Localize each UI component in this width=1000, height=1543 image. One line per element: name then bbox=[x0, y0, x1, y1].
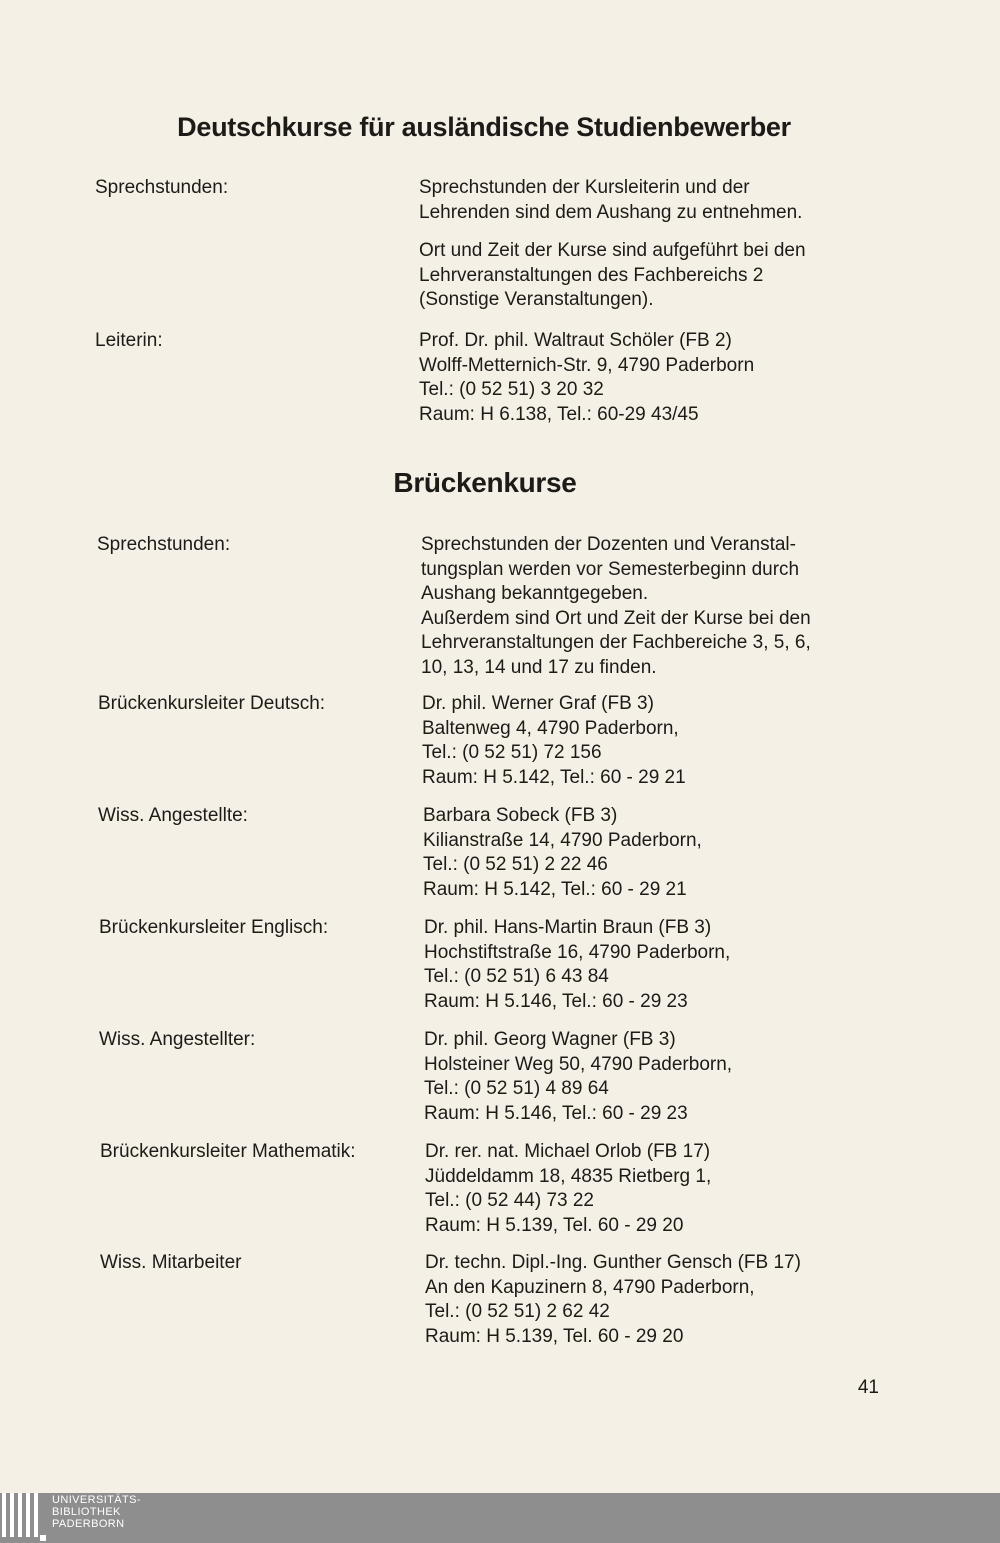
entry-line: Raum: H 5.139, Tel. 60 - 29 20 bbox=[425, 1325, 684, 1347]
entry-line: Tel.: (0 52 51) 3 20 32 bbox=[419, 379, 604, 401]
entry-label: Brückenkursleiter Mathematik: bbox=[100, 1141, 356, 1162]
entry-line: Sprechstunden der Dozenten und Veranstal- bbox=[421, 534, 796, 555]
entry-label: Brückenkursleiter Englisch: bbox=[99, 917, 329, 938]
entry-line: Holsteiner Weg 50, 4790 Paderborn, bbox=[424, 1053, 733, 1075]
heading-brueckenkurse: Brückenkurse bbox=[393, 467, 577, 498]
entry-label: Brückenkursleiter Deutsch: bbox=[98, 693, 326, 714]
entry-label: Wiss. Angestellter: bbox=[99, 1029, 256, 1050]
entry-line: Raum: H 5.142, Tel.: 60 - 29 21 bbox=[423, 878, 687, 900]
entry-line: Außerdem sind Ort und Zeit der Kurse bei den bbox=[421, 607, 811, 629]
entry-line: Aushang bekanntgegeben. bbox=[421, 583, 649, 605]
entry-line: Sprechstunden der Kursleiterin und der bbox=[419, 177, 750, 198]
entry-line: Raum: H 6.138, Tel.: 60-29 43/45 bbox=[419, 403, 699, 425]
page-number: 41 bbox=[857, 1377, 879, 1398]
entry-line: Dr. phil. Georg Wagner (FB 3) bbox=[424, 1029, 676, 1050]
entry-line: Kilianstraße 14, 4790 Paderborn, bbox=[423, 829, 702, 851]
entry-line: Lehrveranstaltungen der Fachbereiche 3, 5, 6, bbox=[421, 632, 811, 654]
entry-line: Ort und Zeit der Kurse sind aufgeführt bei den bbox=[419, 240, 806, 261]
heading-deutschkurse: Deutschkurse für ausländische Studienbewerber bbox=[177, 112, 791, 142]
library-name-line: BIBLIOTHEK bbox=[52, 1506, 121, 1518]
library-logo-icon bbox=[2, 1493, 46, 1543]
entry-line: Dr. rer. nat. Michael Orlob (FB 17) bbox=[425, 1141, 711, 1162]
entry-line: Tel.: (0 52 51) 2 62 42 bbox=[425, 1301, 610, 1323]
entry-line: Jüddeldamm 18, 4835 Rietberg 1, bbox=[425, 1165, 712, 1187]
entry-label: Sprechstunden: bbox=[95, 177, 229, 198]
entry-line: Raum: H 5.142, Tel.: 60 - 29 21 bbox=[422, 766, 686, 788]
entry-line: Lehrenden sind dem Aushang zu entnehmen. bbox=[419, 201, 803, 223]
entry-line: Tel.: (0 52 51) 4 89 64 bbox=[424, 1078, 609, 1100]
entry-line: Baltenweg 4, 4790 Paderborn, bbox=[422, 717, 679, 739]
entry-label: Sprechstunden: bbox=[97, 534, 231, 555]
entry-line: Tel.: (0 52 44) 73 22 bbox=[425, 1190, 594, 1212]
entry-line: Tel.: (0 52 51) 6 43 84 bbox=[424, 966, 609, 988]
entry-line: 10, 13, 14 und 17 zu finden. bbox=[421, 656, 657, 678]
entry-line: Raum: H 5.146, Tel.: 60 - 29 23 bbox=[424, 990, 688, 1012]
entry-label: Wiss. Angestellte: bbox=[98, 805, 248, 826]
entry-label: Wiss. Mitarbeiter bbox=[100, 1252, 242, 1273]
entry-line: (Sonstige Veranstaltungen). bbox=[419, 289, 654, 311]
entry-label: Leiterin: bbox=[95, 330, 163, 351]
entry-line: Dr. phil. Werner Graf (FB 3) bbox=[422, 693, 654, 714]
entry-line: Hochstiftstraße 16, 4790 Paderborn, bbox=[424, 941, 731, 963]
entry-line: Lehrveranstaltungen des Fachbereichs 2 bbox=[419, 264, 764, 286]
entry-line: Prof. Dr. phil. Waltraut Schöler (FB 2) bbox=[419, 330, 732, 351]
entry-line: Barbara Sobeck (FB 3) bbox=[423, 805, 618, 826]
library-name-line: PADERBORN bbox=[52, 1518, 125, 1530]
entry-line: Dr. techn. Dipl.-Ing. Gunther Gensch (FB 17) bbox=[425, 1252, 801, 1273]
entry-line: Tel.: (0 52 51) 2 22 46 bbox=[423, 854, 608, 876]
entry-line: An den Kapuzinern 8, 4790 Paderborn, bbox=[425, 1276, 755, 1298]
entry-line: Raum: H 5.139, Tel. 60 - 29 20 bbox=[425, 1214, 684, 1236]
entry-line: Raum: H 5.146, Tel.: 60 - 29 23 bbox=[424, 1102, 688, 1124]
entry-line: Wolff-Metternich-Str. 9, 4790 Paderborn bbox=[419, 354, 755, 376]
library-name bbox=[52, 1494, 141, 1530]
library-footer-bar bbox=[0, 1493, 1000, 1543]
entry-line: tungsplan werden vor Semesterbeginn durch bbox=[421, 558, 800, 580]
library-name-line: UNIVERSITÄTS- bbox=[52, 1494, 141, 1506]
entry-line: Dr. phil. Hans-Martin Braun (FB 3) bbox=[424, 917, 712, 938]
entry-line: Tel.: (0 52 51) 72 156 bbox=[422, 742, 602, 764]
